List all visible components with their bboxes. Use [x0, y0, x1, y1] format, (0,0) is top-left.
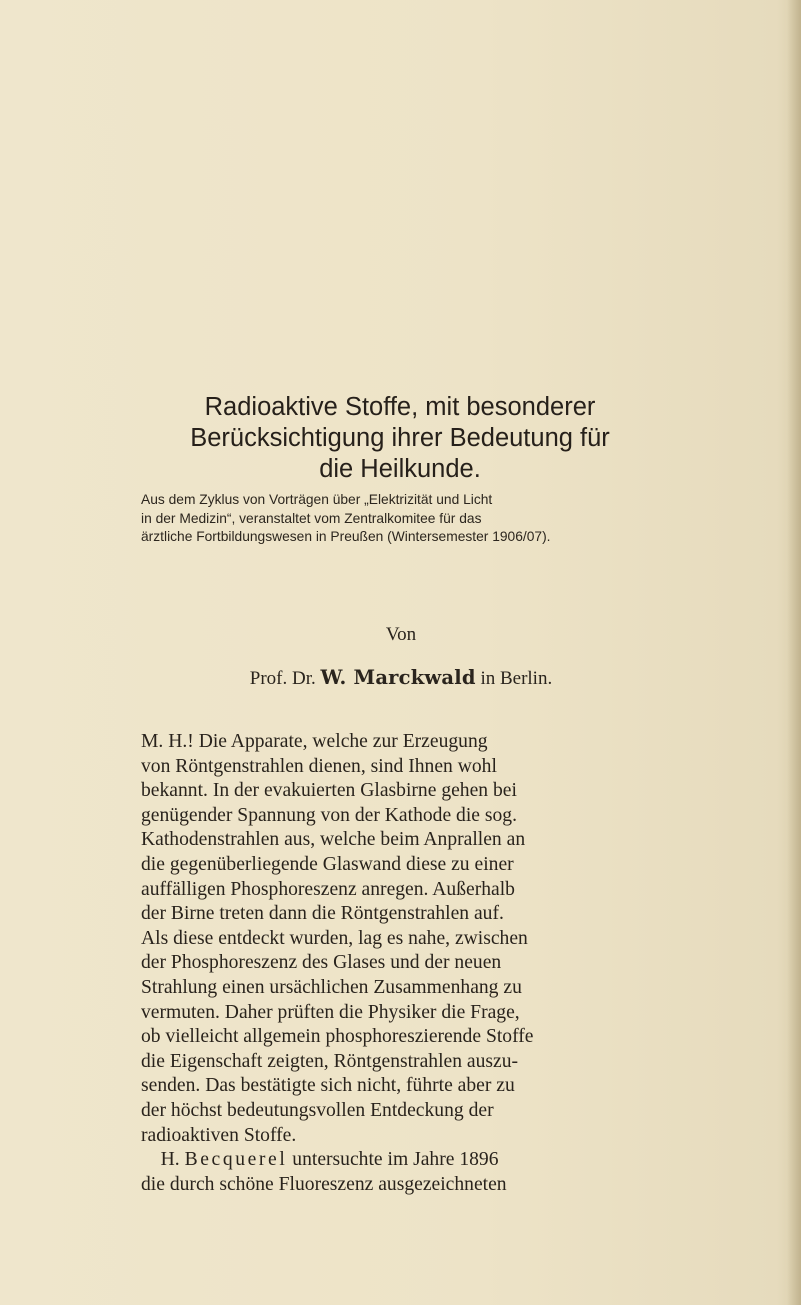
becquerel-prefix: H. — [160, 1149, 180, 1171]
body-line: Strahlung einen ursächlichen Zusammenhang zu — [141, 976, 522, 998]
body-line: der Birne treten dann die Röntgenstrahlen auf. — [141, 903, 504, 925]
document-title — [140, 392, 660, 485]
body-line: der Phosphoreszenz des Glases und der neuen — [141, 952, 502, 974]
body-line-becquerel — [141, 1148, 671, 1173]
becquerel-name: Becquerel — [184, 1149, 288, 1171]
subtitle-line-1: Aus dem Zyklus von Vorträgen über „Elektrizität und Licht — [141, 492, 493, 507]
body-line: die durch schöne Fluoreszenz ausgezeichneten — [141, 1173, 507, 1195]
body-line: vermuten. Daher prüften die Physiker die Frage, — [141, 1001, 520, 1023]
title-line-1: Radioaktive Stoffe, mit besonderer — [204, 393, 596, 421]
body-text — [141, 730, 671, 1197]
author-prefix: Prof. Dr. — [249, 668, 316, 689]
body-line: die gegenüberliegende Glaswand diese zu einer — [141, 853, 514, 875]
body-line: M. H.! Die Apparate, welche zur Erzeugung — [141, 731, 488, 752]
body-line: die Eigenschaft zeigten, Röntgenstrahlen auszu- — [141, 1050, 519, 1072]
body-line: genügender Spannung von der Kathode die sog. — [141, 804, 518, 826]
body-line: Als diese entdeckt wurden, lag es nahe, zwischen — [141, 927, 528, 949]
body-line: der höchst bedeutungsvollen Entdeckung der — [141, 1099, 494, 1121]
body-line: ob vielleicht allgemein phosphoreszierende Stoffe — [141, 1026, 534, 1048]
page-edge-shadow — [787, 0, 801, 1305]
title-line-2: Berücksichtigung ihrer Bedeutung für — [190, 424, 610, 452]
byline-von: Von — [385, 624, 417, 645]
title-line-3: die Heilkunde. — [319, 455, 481, 483]
body-line: radioaktiven Stoffe. — [141, 1124, 297, 1146]
document-subtitle — [141, 491, 666, 547]
becquerel-rest: untersuchte im Jahre 1896 — [292, 1149, 499, 1171]
body-line: Kathodenstrahlen aus, welche beim Anprallen an — [141, 829, 526, 851]
body-line: auffälligen Phosphoreszenz anregen. Außerhalb — [141, 878, 515, 900]
subtitle-line-3: ärztliche Fortbildungswesen in Preußen (Wintersemester 1906/07). — [141, 529, 551, 544]
author-location: in Berlin. — [480, 668, 553, 689]
subtitle-line-2: in der Medizin“, veranstaltet vom Zentralkomitee für das — [141, 510, 482, 526]
body-line: senden. Das bestätigte sich nicht, führte aber zu — [141, 1075, 515, 1097]
body-line: von Röntgenstrahlen dienen, sind Ihnen wohl — [141, 755, 497, 777]
body-line: bekannt. In der evakuierten Glasbirne gehen bei — [141, 780, 517, 802]
author-line — [141, 666, 661, 691]
author-name: W. Marckwald — [320, 666, 476, 689]
